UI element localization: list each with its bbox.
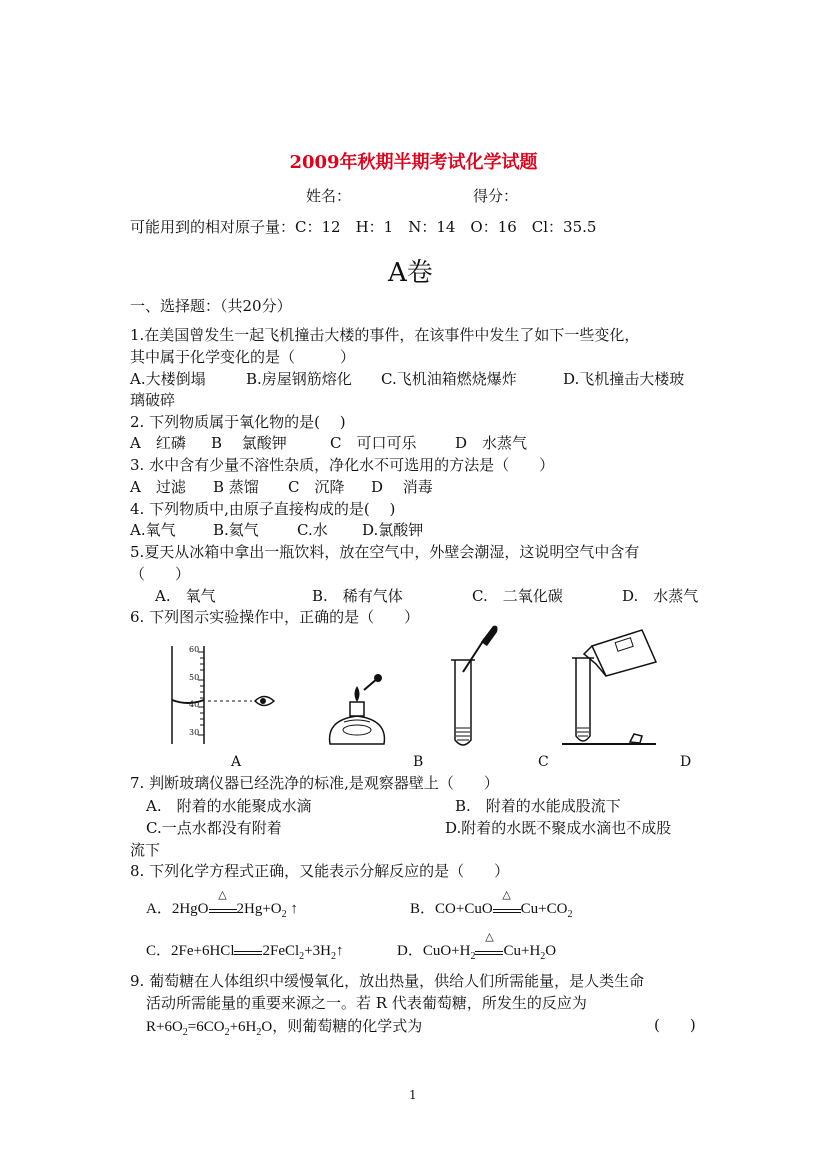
q3-option-b: B 蒸馏 — [213, 478, 259, 496]
q7-option-a: A. 附着的水能聚成水滴 — [146, 797, 312, 815]
q3-stem: 3. 水中含有少量不溶性杂质，净化水不可选用的方法是（ ） — [130, 456, 555, 474]
tick-40: 40 — [189, 700, 200, 709]
q8-option-c: C．2Fe+6HCl $2FeCl_2+3H_2↑$ — [146, 943, 344, 962]
q3-option-d: D 消毒 — [371, 478, 433, 496]
q8-option-a: A．2HgO △ $2Hg+O_2$ ↑ — [146, 889, 298, 920]
section-heading: 一、选择题：（共20分） — [130, 297, 292, 315]
q7-option-d: D.附着的水既不聚成水滴也不成股 — [445, 819, 672, 837]
q4-option-d: D.氯酸钾 — [362, 521, 424, 539]
q5-stem-2: （ ） — [130, 565, 191, 583]
figure-b-alcohol-lamp — [322, 660, 392, 746]
q5-option-c: C. 二氧化碳 — [472, 587, 563, 605]
q9-line-1: 9. 葡萄糖在人体组织中缓慢氧化，放出热量，供给人们所需能量，是人类生命 — [130, 972, 645, 990]
q1-option-b: B.房屋钢筋熔化 — [246, 370, 352, 388]
figure-a-cylinder — [160, 640, 290, 750]
q1-option-c: C.飞机油箱燃烧爆炸 — [381, 370, 517, 388]
q6-stem: 6. 下列图示实验操作中，正确的是（ ） — [130, 608, 420, 626]
q2-option-c: C 可口可乐 — [330, 434, 417, 452]
q8-option-d: D．$CuO+H_2$ △ $Cu+H_2O$ — [397, 931, 557, 962]
q1-stem-2: 其中属于化学变化的是（ ） — [130, 348, 356, 366]
q3-option-c: C 沉降 — [288, 478, 345, 496]
q5-option-a: A. 氧气 — [155, 587, 216, 605]
tick-50: 50 — [189, 673, 200, 682]
page-number: 1 — [409, 1088, 417, 1102]
q2-stem: 2. 下列物质属于氧化物的是( ) — [130, 413, 346, 431]
score-label: 得分： — [473, 187, 519, 205]
q9-answer-paren: ( ) — [654, 1016, 696, 1034]
atomic-mass-line: 可能用到的相对原子量：C：12 H：1 N：14 O：16 Cl：35.5 — [130, 218, 597, 236]
q8-stem: 8. 下列化学方程式正确，又能表示分解反应的是（ ） — [130, 862, 510, 880]
q4-option-c: C.水 — [297, 521, 328, 539]
volume-heading: A卷 — [388, 258, 433, 288]
page-title: 2009年秋期半期考试化学试题 — [289, 152, 538, 173]
q9-line-3: $R+6O_2=6CO_2+6H_2O$，则葡萄糖的化学式为 — [146, 1019, 423, 1038]
q1-option-d-cont: 璃破碎 — [130, 391, 176, 409]
figure-label-d: D — [680, 754, 692, 770]
figure-label-a: A — [231, 754, 242, 770]
q7-option-b: B. 附着的水能成股流下 — [455, 797, 621, 815]
q1-option-d: D.飞机撞击大楼玻 — [563, 370, 685, 388]
q3-option-a: A 过滤 — [130, 478, 186, 496]
figure-d-pouring — [556, 626, 666, 750]
q5-option-d: D. 水蒸气 — [622, 587, 699, 605]
q1-stem-1: 1.在美国曾发生一起飞机撞击大楼的事件，在该事件中发生了如下一些变化， — [130, 326, 640, 344]
q2-option-d: D 水蒸气 — [455, 434, 528, 452]
q7-stem: 7. 判断玻璃仪器已经洗净的标准,是观察器壁上（ ） — [130, 774, 499, 792]
q9-line-2: 活动所需能量的重要来源之一。若 R 代表葡萄糖，所发生的反应为 — [146, 994, 587, 1012]
q5-option-b: B. 稀有气体 — [312, 587, 403, 605]
figure-label-c: C — [538, 754, 549, 770]
tick-30: 30 — [189, 728, 200, 737]
q8-option-b: B．CO+CuO △ $Cu+CO_2$ — [410, 889, 573, 920]
q2-option-b: B 氯酸钾 — [211, 434, 287, 452]
figure-label-b: B — [413, 754, 424, 770]
figure-c-dropper — [443, 622, 513, 752]
name-label: 姓名： — [306, 187, 352, 205]
q7-option-c: C.一点水都没有附着 — [146, 819, 282, 837]
q2-option-a: A 红磷 — [130, 434, 186, 452]
q4-option-a: A.氧气 — [130, 521, 176, 539]
q1-option-a: A.大楼倒塌 — [130, 370, 206, 388]
q5-stem-1: 5.夏天从冰箱中拿出一瓶饮料，放在空气中，外壁会潮湿，这说明空气中含有 — [130, 543, 640, 561]
q7-option-d-cont: 流下 — [130, 841, 161, 859]
tick-60: 60 — [189, 645, 200, 654]
q4-stem: 4. 下列物质中,由原子直接构成的是( ) — [130, 500, 396, 518]
q4-option-b: B.氦气 — [213, 521, 259, 539]
